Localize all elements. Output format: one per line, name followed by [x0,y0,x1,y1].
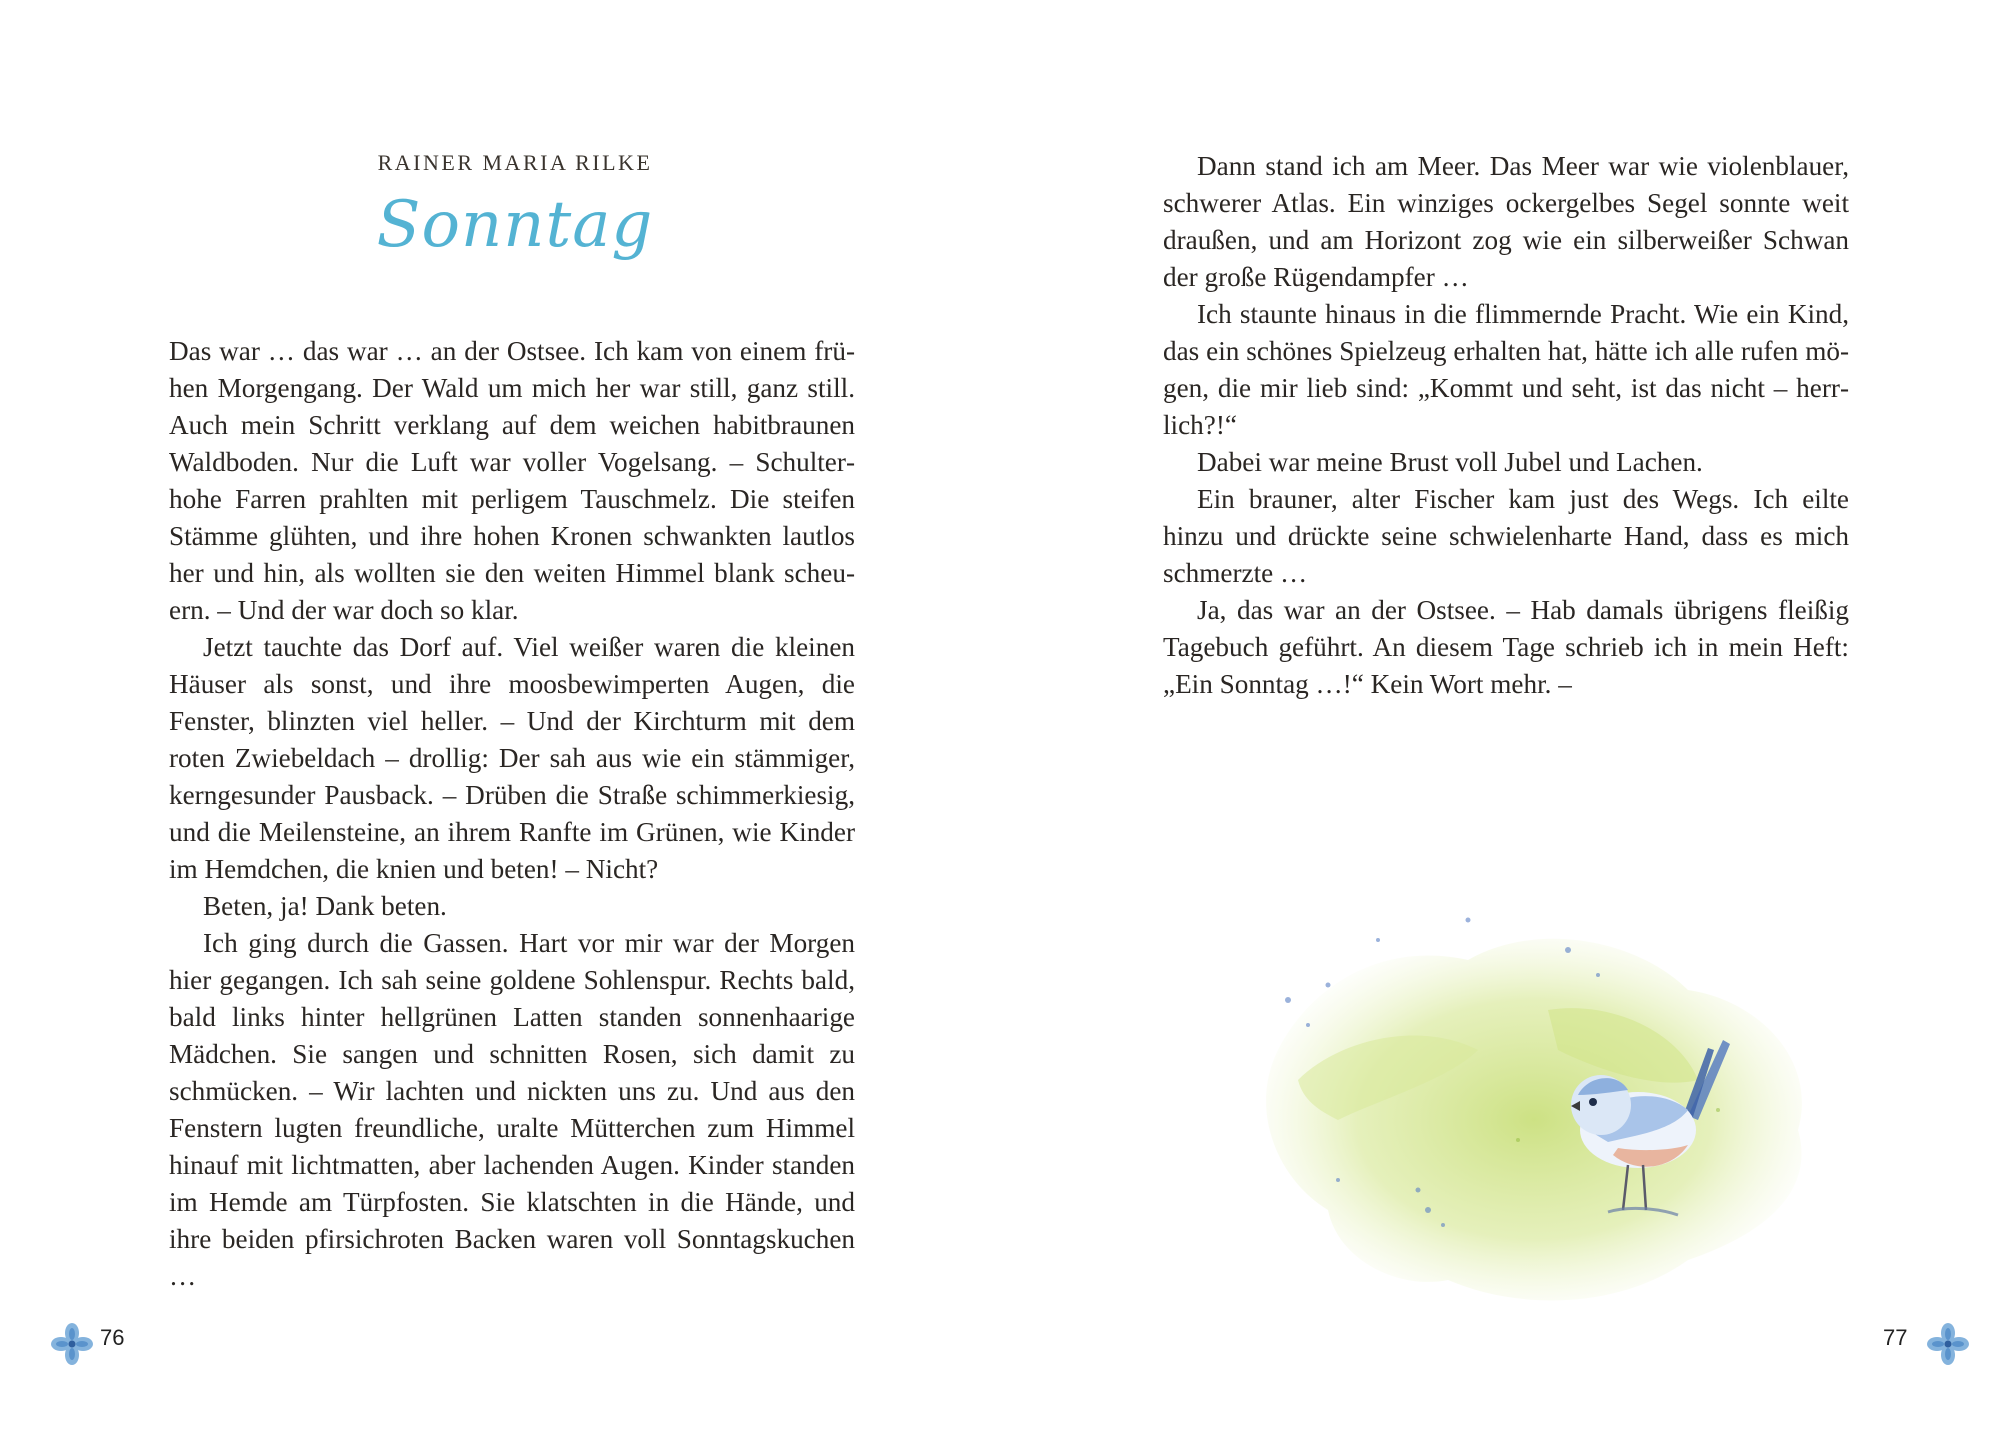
blue-flower-icon [50,1322,94,1366]
blue-flower-icon [1926,1322,1970,1366]
paragraph: Das war … das war … an der Ostsee. Ich kam von einem frühen Morgengang. Der Wald um mich her war still, ganz still. Auch mein Schritt verklang auf dem weichen habitbraunen Waldboden. Nur die Luft war voller Vogelsang. – Schulterhohe Farren prahlten mit perligem Tauschmelz. Die steifen Stämme glühten, und ihre hohen Kronen schwankten lautlos her und hin, als wollten sie den weiten Himmel blank scheuern. – Und der war doch so klar. [169,336,855,625]
page-number: 77 [1883,1325,1908,1350]
story-title: Sonntag [376,188,654,262]
right-page [1000,0,2000,1440]
paragraph: Dabei war meine Brust voll Jubel und Lachen. [1197,447,1703,477]
page-number: 76 [100,1325,125,1350]
paragraph: Ja, das war an der Ostsee. – Hab damals übrigens fleißig Tagebuch geführt. An diesem Tage schrieb ich in mein Heft: „Ein Sonntag …!“ Kein Wort mehr. – [1163,595,1849,699]
author-name: RAINER MARIA RILKE [377,150,653,175]
paragraph: Jetzt tauchte das Dorf auf. Viel weißer waren die kleinen Häuser als sonst, und ihre moosbewimperten Augen, die Fenster, blinzten viel heller. – Und der Kirchturm mit dem roten Zwiebeldach – drollig: Der sah aus wie ein stämmiger, kerngesunder Pausback. – Drüben die Straße schimmerkiesig, und die Meilensteine, an ihrem Ranfte im Grünen, wie Kinder im Hemdchen, die knien und beten! – Nicht? [169,632,855,884]
left-body-text [169,333,855,1295]
paragraph: Ich staunte hinaus in die flimmernde Pracht. Wie ein Kind, das ein schönes Spielzeug erhalten hat, hätte ich alle rufen mögen, die mir lieb sind: „Kommt und seht, ist das nicht – herrlich?!“ [1163,299,1849,440]
right-body-text [1163,148,1849,703]
paragraph: Ein brauner, alter Fischer kam just des Wegs. Ich eilte hinzu und drückte seine schwielenharte Hand, dass es mich schmerzte … [1163,484,1849,588]
paragraph: Ich ging durch die Gassen. Hart vor mir war der Morgen hier gegangen. Ich sah seine goldene Sohlenspur. Rechts bald, bald links hinter hellgrünen Latten standen sonnenhaarige Mädchen. Sie sangen und schnitten Rosen, sich damit zu schmücken. – Wir lachten und nickten uns zu. Und aus den Fenstern lugten freundliche, uralte Mütterchen zum Himmel hinauf mit lichtmatten, aber lachenden Augen. Kinder standen im Hemde am Türpfosten. Sie klatschten in die Hände, und ihre beiden pfirsichroten Backen waren voll Sonntagskuchen … [169,928,855,1291]
paragraph: Dann stand ich am Meer. Das Meer war wie violenblauer, schwerer Atlas. Ein winziges ockergelbes Segel sonnte weit draußen, und am Horizont zog wie ein silberweißer Schwan der große Rügendampfer … [1163,151,1849,292]
watercolor-bird-illustration [1218,880,1858,1330]
paragraph: Beten, ja! Dank beten. [203,891,447,921]
